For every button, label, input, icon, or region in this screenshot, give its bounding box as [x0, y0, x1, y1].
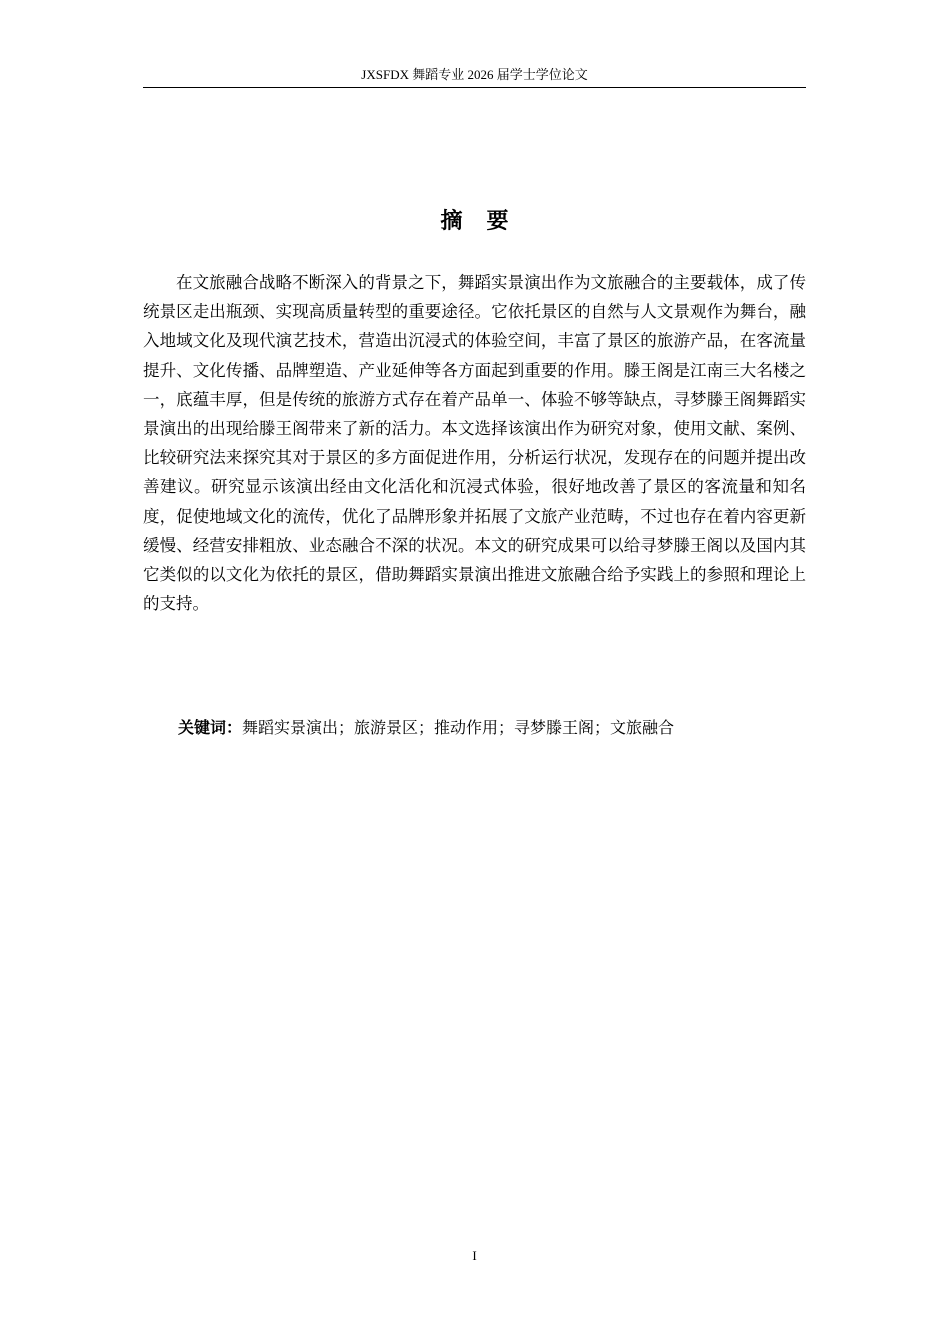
running-header: JXSFDX 舞蹈专业 2026 届学士学位论文: [361, 67, 588, 82]
keywords-text: 舞蹈实景演出；旅游景区；推动作用；寻梦滕王阁；文旅融合: [242, 718, 675, 737]
keywords-label: 关键词：: [178, 718, 243, 737]
keywords-line: [178, 714, 806, 742]
abstract-body: 在文旅融合战略不断深入的背景之下，舞蹈实景演出作为文旅融合的主要载体，成了传统景区走出瓶颈、实现高质量转型的重要途径。它依托景区的自然与人文景观作为舞台，融入地域文化及现代演艺技术，营造出沉浸式的体验空间，丰富了景区的旅游产品，在客流量提升、文化传播、品牌塑造、产业延伸等各方面起到重要的作用。滕王阁是江南三大名楼之一，底蕴丰厚，但是传统的旅游方式存在着产品单一、体验不够等缺点，寻梦滕王阁舞蹈实景演出的出现给滕王阁带来了新的活力。本文选择该演出作为研究对象，使用文献、案例、比较研究法来探究其对于景区的多方面促进作用，分析运行状况，发现存在的问题并提出改善建议。研究显示该演出经由文化活化和沉浸式体验，很好地改善了景区的客流量和知名度，促使地域文化的流传，优化了品牌形象并拓展了文旅产业范畴，不过也存在着内容更新缓慢、经营安排粗放、业态融合不深的状况。本文的研究成果可以给寻梦滕王阁以及国内其它类似的以文化为依托的景区，借助舞蹈实景演出推进文旅融合给予实践上的参照和理论上的支持。: [143, 273, 806, 614]
page-number: I: [472, 1248, 477, 1263]
header-rule: [143, 87, 806, 88]
abstract-title: 摘要: [440, 209, 533, 234]
